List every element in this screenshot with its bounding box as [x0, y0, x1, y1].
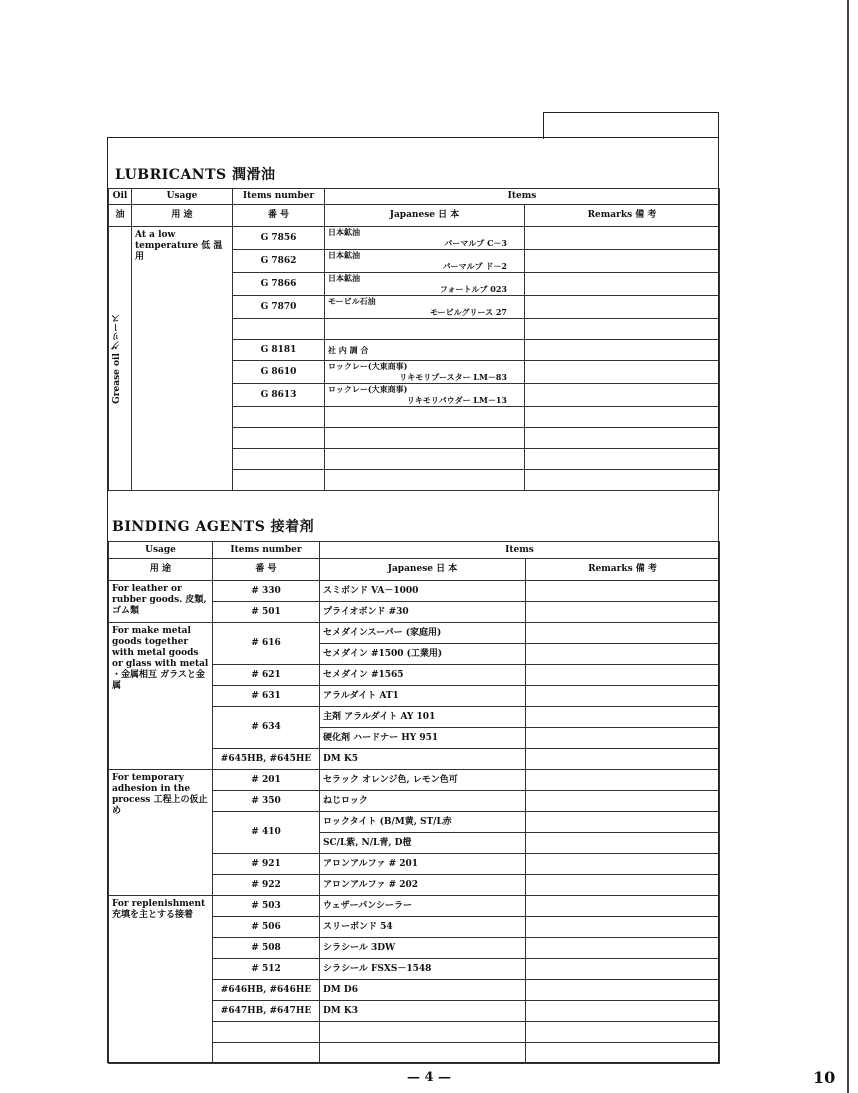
remarks-cell	[525, 340, 720, 361]
maker-name: 日本鉱油	[328, 273, 360, 283]
lubricant-row	[109, 227, 720, 250]
japanese-item-cell	[325, 340, 525, 361]
binding-japanese-item	[320, 1022, 526, 1043]
item-number: G 7866	[233, 273, 325, 296]
binding-usage-header-jp: 用 途	[109, 559, 213, 581]
product-name: フォートルブ 023	[439, 284, 507, 294]
binding-item-number: # 330	[213, 581, 320, 602]
binding-japanese-header: Japanese 日 本	[320, 559, 526, 581]
binding-row	[109, 581, 720, 602]
remarks-cell	[525, 296, 720, 319]
binding-japanese-item: セラック オレンジ色, レモン色可	[320, 770, 526, 791]
items-number-header: Items number	[233, 189, 325, 205]
lubricants-title: LUBRICANTS 潤滑油	[115, 167, 276, 183]
page-number: — 4 —	[406, 1070, 452, 1085]
usage-header: Usage	[132, 189, 233, 205]
oil-category: Grease oil グリース	[112, 313, 122, 404]
binding-remarks-cell	[526, 896, 720, 917]
item-number: G 7870	[233, 296, 325, 319]
binding-remarks-cell	[526, 686, 720, 707]
binding-item-number: # 506	[213, 917, 320, 938]
binding-item-number: # 921	[213, 854, 320, 875]
binding-remarks-cell	[526, 917, 720, 938]
binding-japanese-item: スミボンド VA－1000	[320, 581, 526, 602]
binding-usage-cell: For make metal goods together with metal goods or glass with metal ・金属相互 ガラスと金属	[109, 623, 213, 770]
binding-remarks-cell	[526, 770, 720, 791]
binding-japanese-item: ねじロック	[320, 791, 526, 812]
remarks-cell	[525, 428, 720, 449]
product-name: リキモリプースター LM－83	[399, 372, 507, 382]
japanese-item-cell	[325, 428, 525, 449]
product-name: パーマルプ ド－2	[442, 261, 507, 271]
usage-cell: At a low temperature 低 温 用	[132, 227, 233, 491]
items-header: Items	[325, 189, 720, 205]
binding-japanese-item: シラシール 3DW	[320, 938, 526, 959]
lubricants-table	[108, 188, 720, 491]
binding-japanese-item: ウェザーパンシーラー	[320, 896, 526, 917]
japanese-item-cell	[325, 319, 525, 340]
maker-name: 日本鉱油	[328, 250, 360, 260]
item-number: G 8181	[233, 340, 325, 361]
scan-edge-rule	[847, 0, 849, 1093]
binding-item-number	[213, 1022, 320, 1043]
binding-item-number: # 503	[213, 896, 320, 917]
binding-japanese-item: 硬化剤 ハードナー HY 951	[320, 728, 526, 749]
binding-agents-table	[108, 541, 720, 1064]
maker-name: ロックレー(大東商事)	[328, 361, 408, 371]
binding-item-number: # 512	[213, 959, 320, 980]
item-number	[233, 407, 325, 428]
binding-item-number: # 501	[213, 602, 320, 623]
binding-usage-cell: For replenishment 充填を主とする接着	[109, 896, 213, 1064]
binding-japanese-item: セメダインスーパー (家庭用)	[320, 623, 526, 644]
binding-item-number: #646HB, #646HE	[213, 980, 320, 1001]
usage-header-jp: 用 途	[132, 205, 233, 227]
binding-japanese-item: DM D6	[320, 980, 526, 1001]
remarks-cell	[525, 449, 720, 470]
binding-item-number: # 616	[213, 623, 320, 665]
binding-items-header: Items	[320, 542, 720, 559]
binding-remarks-cell	[526, 938, 720, 959]
binding-remarks-cell	[526, 602, 720, 623]
binding-row	[109, 770, 720, 791]
binding-remarks-cell	[526, 728, 720, 749]
binding-remarks-cell	[526, 959, 720, 980]
item-number: G 8613	[233, 384, 325, 407]
binding-remarks-cell	[526, 1022, 720, 1043]
binding-remarks-cell	[526, 1043, 720, 1064]
corner-mark: 10	[813, 1068, 836, 1087]
binding-remarks-cell	[526, 854, 720, 875]
binding-item-number: # 410	[213, 812, 320, 854]
remarks-cell	[525, 407, 720, 428]
japanese-item-cell	[325, 361, 525, 384]
binding-item-number	[213, 1043, 320, 1064]
item-number: G 8610	[233, 361, 325, 384]
binding-japanese-item	[320, 1043, 526, 1064]
binding-japanese-item: シラシール FSXS－1548	[320, 959, 526, 980]
oil-header: Oil	[109, 189, 132, 205]
item-number: G 7856	[233, 227, 325, 250]
maker-name: モービル石油	[328, 296, 376, 306]
item-number	[233, 319, 325, 340]
binding-japanese-item: 主剤 アラルダイト AY 101	[320, 707, 526, 728]
binding-japanese-item: アラルダイト AT1	[320, 686, 526, 707]
oil-header-jp: 油	[109, 205, 132, 227]
binding-remarks-cell	[526, 980, 720, 1001]
binding-usage-cell: For temporary adhesion in the process 工程上の仮止め	[109, 770, 213, 896]
binding-item-number: # 508	[213, 938, 320, 959]
binding-japanese-item: スリーボンド 54	[320, 917, 526, 938]
japanese-header: Japanese 日 本	[325, 205, 525, 227]
oil-category-cell	[109, 227, 132, 491]
binding-japanese-item: アロンアルファ # 202	[320, 875, 526, 896]
item-number: G 7862	[233, 250, 325, 273]
items-number-header-jp: 番 号	[233, 205, 325, 227]
product-name: パーマルプ C－3	[444, 238, 507, 248]
binding-item-number: #647HB, #647HE	[213, 1001, 320, 1022]
binding-remarks-cell	[526, 644, 720, 665]
binding-japanese-item: セメダイン #1500 (工業用)	[320, 644, 526, 665]
binding-japanese-item: プライオボンド #30	[320, 602, 526, 623]
product-name: リキモリパウダー LM－13	[406, 395, 507, 405]
folder-tab	[543, 112, 719, 139]
binding-remarks-cell	[526, 812, 720, 833]
binding-remarks-cell	[526, 749, 720, 770]
japanese-item-cell	[325, 296, 525, 319]
binding-remarks-cell	[526, 707, 720, 728]
japanese-item-cell	[325, 470, 525, 491]
binding-items-number-header-jp: 番 号	[213, 559, 320, 581]
remarks-header: Remarks 備 考	[525, 205, 720, 227]
binding-usage-cell: For leather or rubber goods. 皮類, ゴム類	[109, 581, 213, 623]
binding-usage-header: Usage	[109, 542, 213, 559]
binding-japanese-item: ロックタイト (B/M黄, ST/L赤	[320, 812, 526, 833]
binding-item-number: # 621	[213, 665, 320, 686]
japanese-item-cell	[325, 227, 525, 250]
remarks-cell	[525, 319, 720, 340]
binding-row	[109, 896, 720, 917]
remarks-cell	[525, 273, 720, 296]
binding-remarks-cell	[526, 581, 720, 602]
binding-remarks-cell	[526, 791, 720, 812]
remarks-cell	[525, 470, 720, 491]
remarks-cell	[525, 250, 720, 273]
binding-remarks-header: Remarks 備 考	[526, 559, 720, 581]
binding-item-number: # 350	[213, 791, 320, 812]
binding-remarks-cell	[526, 1001, 720, 1022]
binding-items-number-header: Items number	[213, 542, 320, 559]
binding-item-number: # 922	[213, 875, 320, 896]
product-name: モービルグリース 27	[429, 307, 507, 317]
binding-japanese-item: アロンアルファ # 201	[320, 854, 526, 875]
binding-japanese-item: SC/L紫, N/L青, D橙	[320, 833, 526, 854]
binding-japanese-item: DM K3	[320, 1001, 526, 1022]
binding-japanese-item: DM K5	[320, 749, 526, 770]
item-number	[233, 470, 325, 491]
binding-row	[109, 623, 720, 644]
binding-remarks-cell	[526, 833, 720, 854]
remarks-cell	[525, 384, 720, 407]
binding-title: BINDING AGENTS 接着剤	[112, 519, 315, 535]
binding-japanese-item: セメダイン #1565	[320, 665, 526, 686]
japanese-item-cell	[325, 384, 525, 407]
binding-item-number: #645HB, #645HE	[213, 749, 320, 770]
binding-remarks-cell	[526, 623, 720, 644]
binding-remarks-cell	[526, 875, 720, 896]
item-number	[233, 428, 325, 449]
japanese-item-cell	[325, 273, 525, 296]
binding-item-number: # 634	[213, 707, 320, 749]
japanese-item-cell	[325, 250, 525, 273]
item-number	[233, 449, 325, 470]
binding-item-number: # 201	[213, 770, 320, 791]
japanese-item-cell	[325, 449, 525, 470]
maker-name: 社 内 調 合	[328, 344, 369, 355]
binding-item-number: # 631	[213, 686, 320, 707]
remarks-cell	[525, 361, 720, 384]
binding-remarks-cell	[526, 665, 720, 686]
remarks-cell	[525, 227, 720, 250]
japanese-item-cell	[325, 407, 525, 428]
maker-name: 日本鉱油	[328, 227, 360, 237]
maker-name: ロックレー(大東商事)	[328, 384, 408, 394]
